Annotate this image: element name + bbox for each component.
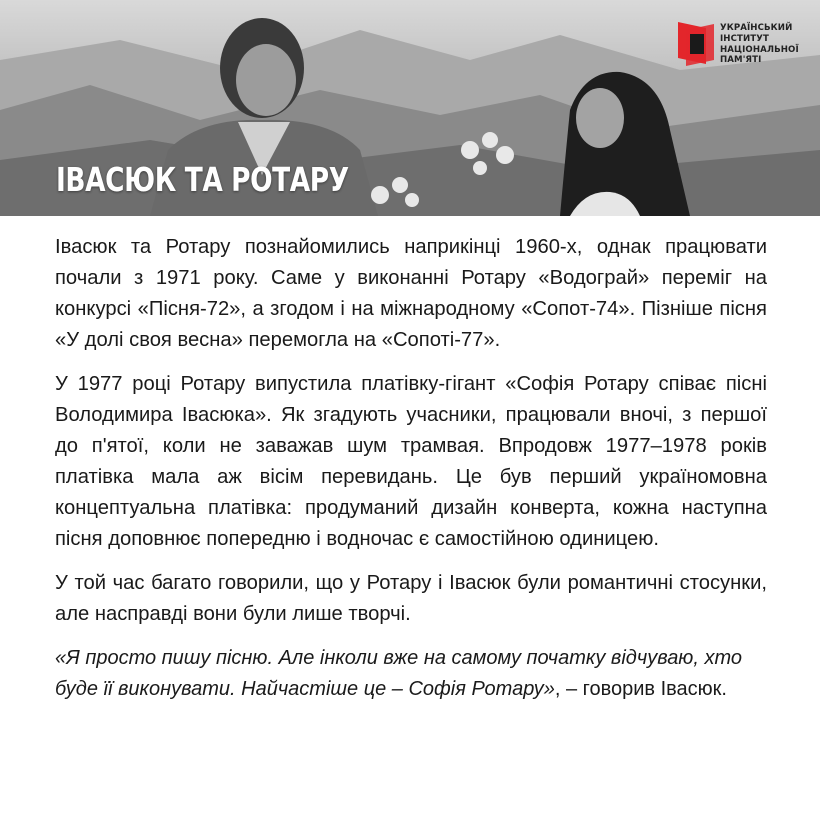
logo-line: ІНСТИТУТ [720,33,769,44]
page-title: ІВАСЮК ТА РОТАРУ [56,160,349,199]
paragraph: У той час багато говорили, що у Ротару і Івасюк були романтичні стосунки, але насправді вони були лише творчі. [55,572,767,625]
article-body [55,232,767,718]
quote [55,643,767,705]
logo-line: ПАМ'ЯТІ [720,55,762,66]
paragraph: У 1977 році Ротару випустила платівку-гігант «Софія Ротару співає пісні Володимира Івасюка». Як згадують учасники, працювали вночі, з першої до п'ятої, коли не заважав шум трамвая. Впродовж 1977–1978 років платівка мала аж вісім перевидань. Це був перший україномовна концептуальна платівка: продуманий дизайн конверта, кожна наступна пісня доповнює попередню і водночас є самостійною одиницею. [55,373,767,550]
institute-logo [676,20,806,70]
institute-logo-icon [676,20,716,66]
logo-line: УКРАЇНСЬКИЙ [720,23,793,33]
hero-photo [0,0,820,216]
institute-logo-text [720,23,799,66]
quote-text: «Я просто пишу пісню. Але інколи вже на самому початку відчуваю, хто буде її виконувати. Найчастіше це – Софія Ротару» [55,647,743,700]
paragraph: Івасюк та Ротару познайомились наприкінці 1960-х, однак працювати почали з 1971 року. Саме у виконанні Ротару «Водограй» переміг на конкурсі «Пісня-72», а згодом і на міжнародному «Сопот-74». Пізніше пісня «У долі своя весна» перемогла на «Сопоті-77». [55,236,767,351]
logo-line: НАЦІОНАЛЬНОЇ [720,44,799,55]
quote-attribution: , – говорив Івасюк. [554,678,727,700]
